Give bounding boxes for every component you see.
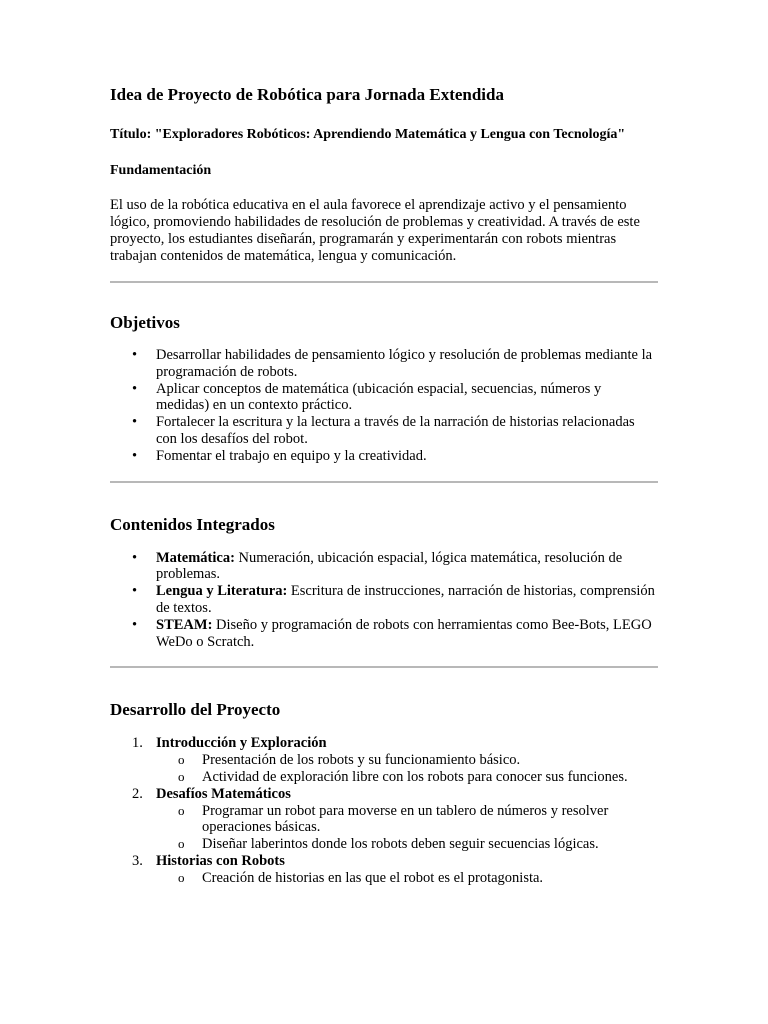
list-item (110, 414, 658, 448)
step-title: Desafíos Matemáticos (156, 785, 291, 802)
desarrollo-heading: Desarrollo del Proyecto (110, 700, 281, 720)
bullet-icon: • (132, 347, 138, 363)
contenidos-list (110, 550, 658, 651)
list-item (110, 786, 658, 853)
list-item (110, 617, 658, 651)
circle-bullet-icon: o (178, 869, 185, 885)
desarrollo-steps (110, 735, 658, 886)
objetivos-heading: Objetivos (110, 313, 180, 332)
sub-list (156, 803, 658, 853)
sub-item-text: Creación de historias en las que el robot es el protagonista. (202, 869, 544, 886)
sub-item-text: Programar un robot para moverse en un tablero de números y resolver operaciones básicas. (202, 802, 609, 836)
bullet-icon: • (132, 549, 138, 566)
list-item (156, 836, 658, 853)
circle-bullet-icon: o (178, 836, 185, 852)
sub-item-text: Presentación de los robots y su funcionamiento básico. (202, 752, 521, 769)
step-title: Introducción y Exploración (156, 735, 327, 752)
list-item (156, 769, 658, 786)
divider (110, 281, 658, 283)
bullet-icon: • (132, 616, 138, 633)
bullet-icon: • (132, 583, 138, 600)
list-item (110, 381, 658, 415)
step-number: 3. (132, 852, 143, 869)
contenido-label: Matemática: (156, 549, 235, 566)
document-title: Idea de Proyecto de Robótica para Jornada Extendida (110, 85, 504, 104)
list-item (110, 347, 658, 381)
project-subtitle: Título: "Exploradores Robóticos: Aprendiendo Matemática y Lengua con Tecnología" (110, 127, 626, 142)
objetivo-text: Fortalecer la escritura y la lectura a través de la narración de historias relacionadas con los desafíos del robot. (156, 414, 635, 447)
sub-item-text: Actividad de exploración libre con los robots para conocer sus funciones. (202, 768, 628, 785)
list-item (110, 735, 658, 785)
contenido-text: Escritura de instrucciones, narración de historias, comprensión de textos. (156, 583, 655, 616)
contenido-text: Diseño y programación de robots con herramientas como Bee-Bots, LEGO WeDo o Scratch. (156, 616, 652, 650)
list-item (156, 870, 658, 887)
sub-list (156, 752, 658, 786)
list-item (156, 803, 658, 837)
bullet-icon: • (132, 447, 138, 464)
contenido-text: Numeración, ubicación espacial, lógica matemática, resolución de problemas. (156, 549, 623, 583)
fundamentacion-text: El uso de la robótica educativa en el aula favorece el aprendizaje activo y el pensamiento lógico, promoviendo habilidades de resolución de problemas y creatividad. A través de este proyecto, los estudiantes diseñarán, programarán y experimentarán con robots mientras trabajan contenidos de matemática, lengua y comunicación. (110, 197, 640, 264)
sub-item-text: Diseñar laberintos donde los robots deben seguir secuencias lógicas. (202, 836, 599, 853)
list-item (110, 853, 658, 887)
circle-bullet-icon: o (178, 802, 185, 818)
step-number: 2. (132, 785, 143, 802)
contenido-label: STEAM: (156, 616, 213, 633)
sub-list (156, 870, 658, 887)
bullet-icon: • (132, 414, 138, 431)
list-item (110, 550, 658, 584)
objetivos-list (110, 347, 658, 465)
divider (110, 481, 658, 483)
divider (110, 666, 658, 668)
contenidos-heading: Contenidos Integrados (110, 514, 275, 534)
objetivo-text: Aplicar conceptos de matemática (ubicación espacial, secuencias, números y medidas) en un contexto práctico. (156, 380, 602, 414)
circle-bullet-icon: o (178, 768, 185, 784)
contenido-label: Lengua y Literatura: (156, 583, 288, 600)
objetivo-text: Desarrollar habilidades de pensamiento lógico y resolución de problemas mediante la programación de robots. (156, 347, 653, 380)
objetivo-text: Fomentar el trabajo en equipo y la creatividad. (156, 447, 427, 464)
document-content (110, 84, 658, 887)
fundamentacion-heading: Fundamentación (110, 163, 212, 178)
step-title: Historias con Robots (156, 852, 285, 869)
circle-bullet-icon: o (178, 752, 185, 768)
step-number: 1. (132, 735, 143, 752)
bullet-icon: • (132, 380, 138, 397)
list-item (110, 448, 658, 465)
list-item (110, 583, 658, 617)
list-item (156, 752, 658, 769)
